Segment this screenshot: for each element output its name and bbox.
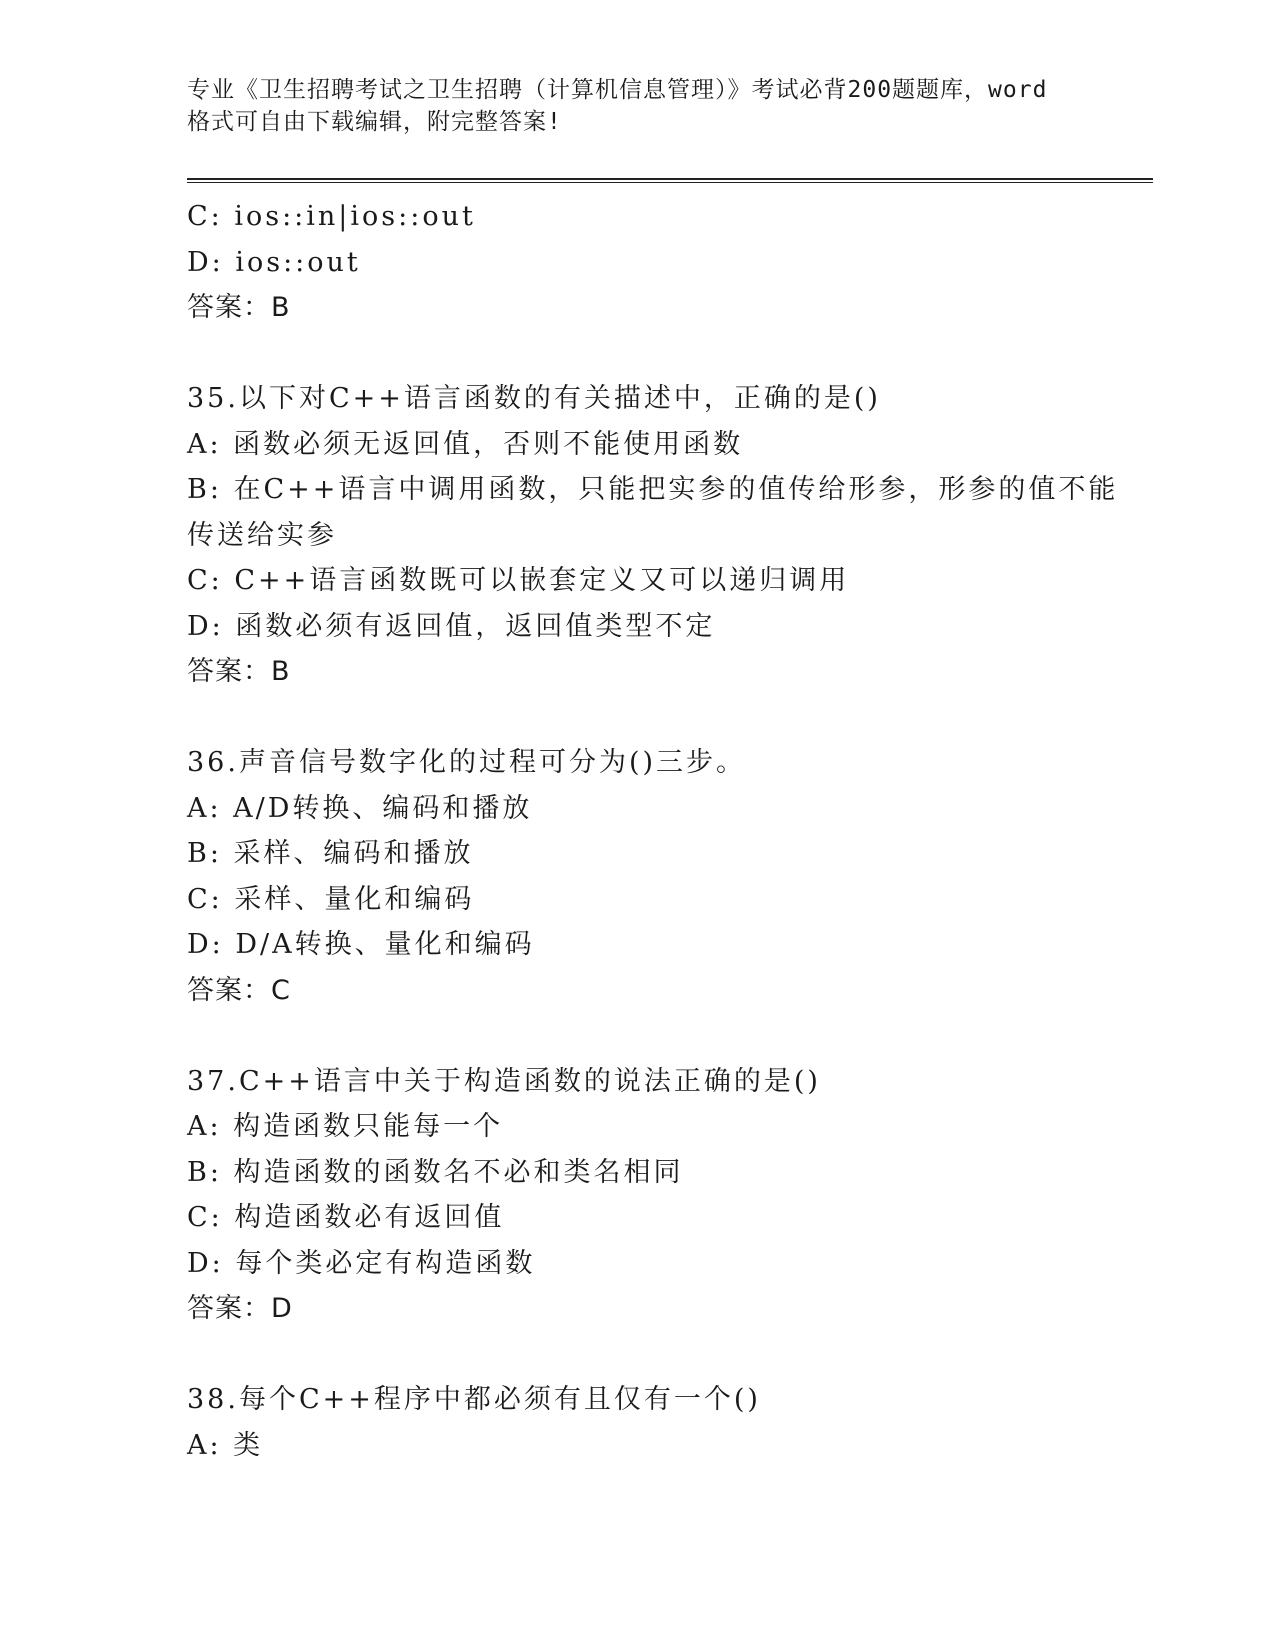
document-header — [187, 74, 1087, 138]
q36-option-d: D: D/A转换、量化和编码 — [187, 929, 535, 960]
question-list — [187, 194, 1119, 1468]
q36-stem: 36.声音信号数字化的过程可分为()三步。 — [187, 747, 747, 778]
q37-stem: 37.C++语言中关于构造函数的说法正确的是() — [187, 1065, 821, 1097]
spacer — [187, 331, 1087, 377]
spacer — [187, 1013, 1087, 1059]
spacer — [187, 695, 1087, 741]
q37-option-b: B: 构造函数的函数名不必和类名相同 — [187, 1156, 684, 1188]
q35-answer: 答案：B — [187, 656, 291, 687]
q37-option-a: A: 构造函数只能每一个 — [187, 1111, 504, 1142]
prev-option-c: C: ios::in|ios::out — [187, 201, 476, 232]
header-line-1: 专业《卫生招聘考试之卫生招聘（计算机信息管理）》考试必背200题题库，word — [187, 77, 1048, 103]
q35-option-a: A: 函数必须无返回值，否则不能使用函数 — [187, 428, 744, 460]
spacer — [187, 1332, 1087, 1378]
prev-answer: 答案：B — [187, 292, 291, 323]
q37-answer: 答案：D — [187, 1293, 293, 1324]
q35-option-d: D: 函数必须有返回值，返回值类型不定 — [187, 610, 716, 642]
prev-option-d: D: ios::out — [187, 246, 361, 278]
q36-option-b: B: 采样、编码和播放 — [187, 838, 474, 869]
q36-option-a: A: A/D转换、编码和播放 — [187, 792, 533, 824]
q36-answer: 答案：C — [187, 974, 291, 1006]
q35-stem: 35.以下对C++语言函数的有关描述中，正确的是() — [187, 383, 881, 414]
header-divider-thin — [187, 182, 1153, 183]
header-divider-thick — [187, 178, 1153, 180]
q35-option-c: C: C++语言函数既可以嵌套定义又可以递归调用 — [187, 565, 850, 596]
q35-option-b-line-1: B: 在C++语言中调用函数，只能把实参的值传给形参，形参的值不能 — [187, 474, 1119, 505]
q36-option-c: C: 采样、量化和编码 — [187, 883, 475, 915]
header-line-2: 格式可自由下载编辑，附完整答案! — [187, 109, 562, 135]
q35-option-b-line-2: 传送给实参 — [187, 519, 337, 551]
q37-option-d: D: 每个类必定有构造函数 — [187, 1247, 536, 1279]
q38-option-a: A: 类 — [187, 1429, 264, 1461]
q37-option-c: C: 构造函数必有返回值 — [187, 1202, 505, 1233]
q38-stem: 38.每个C++程序中都必须有且仅有一个() — [187, 1384, 761, 1415]
